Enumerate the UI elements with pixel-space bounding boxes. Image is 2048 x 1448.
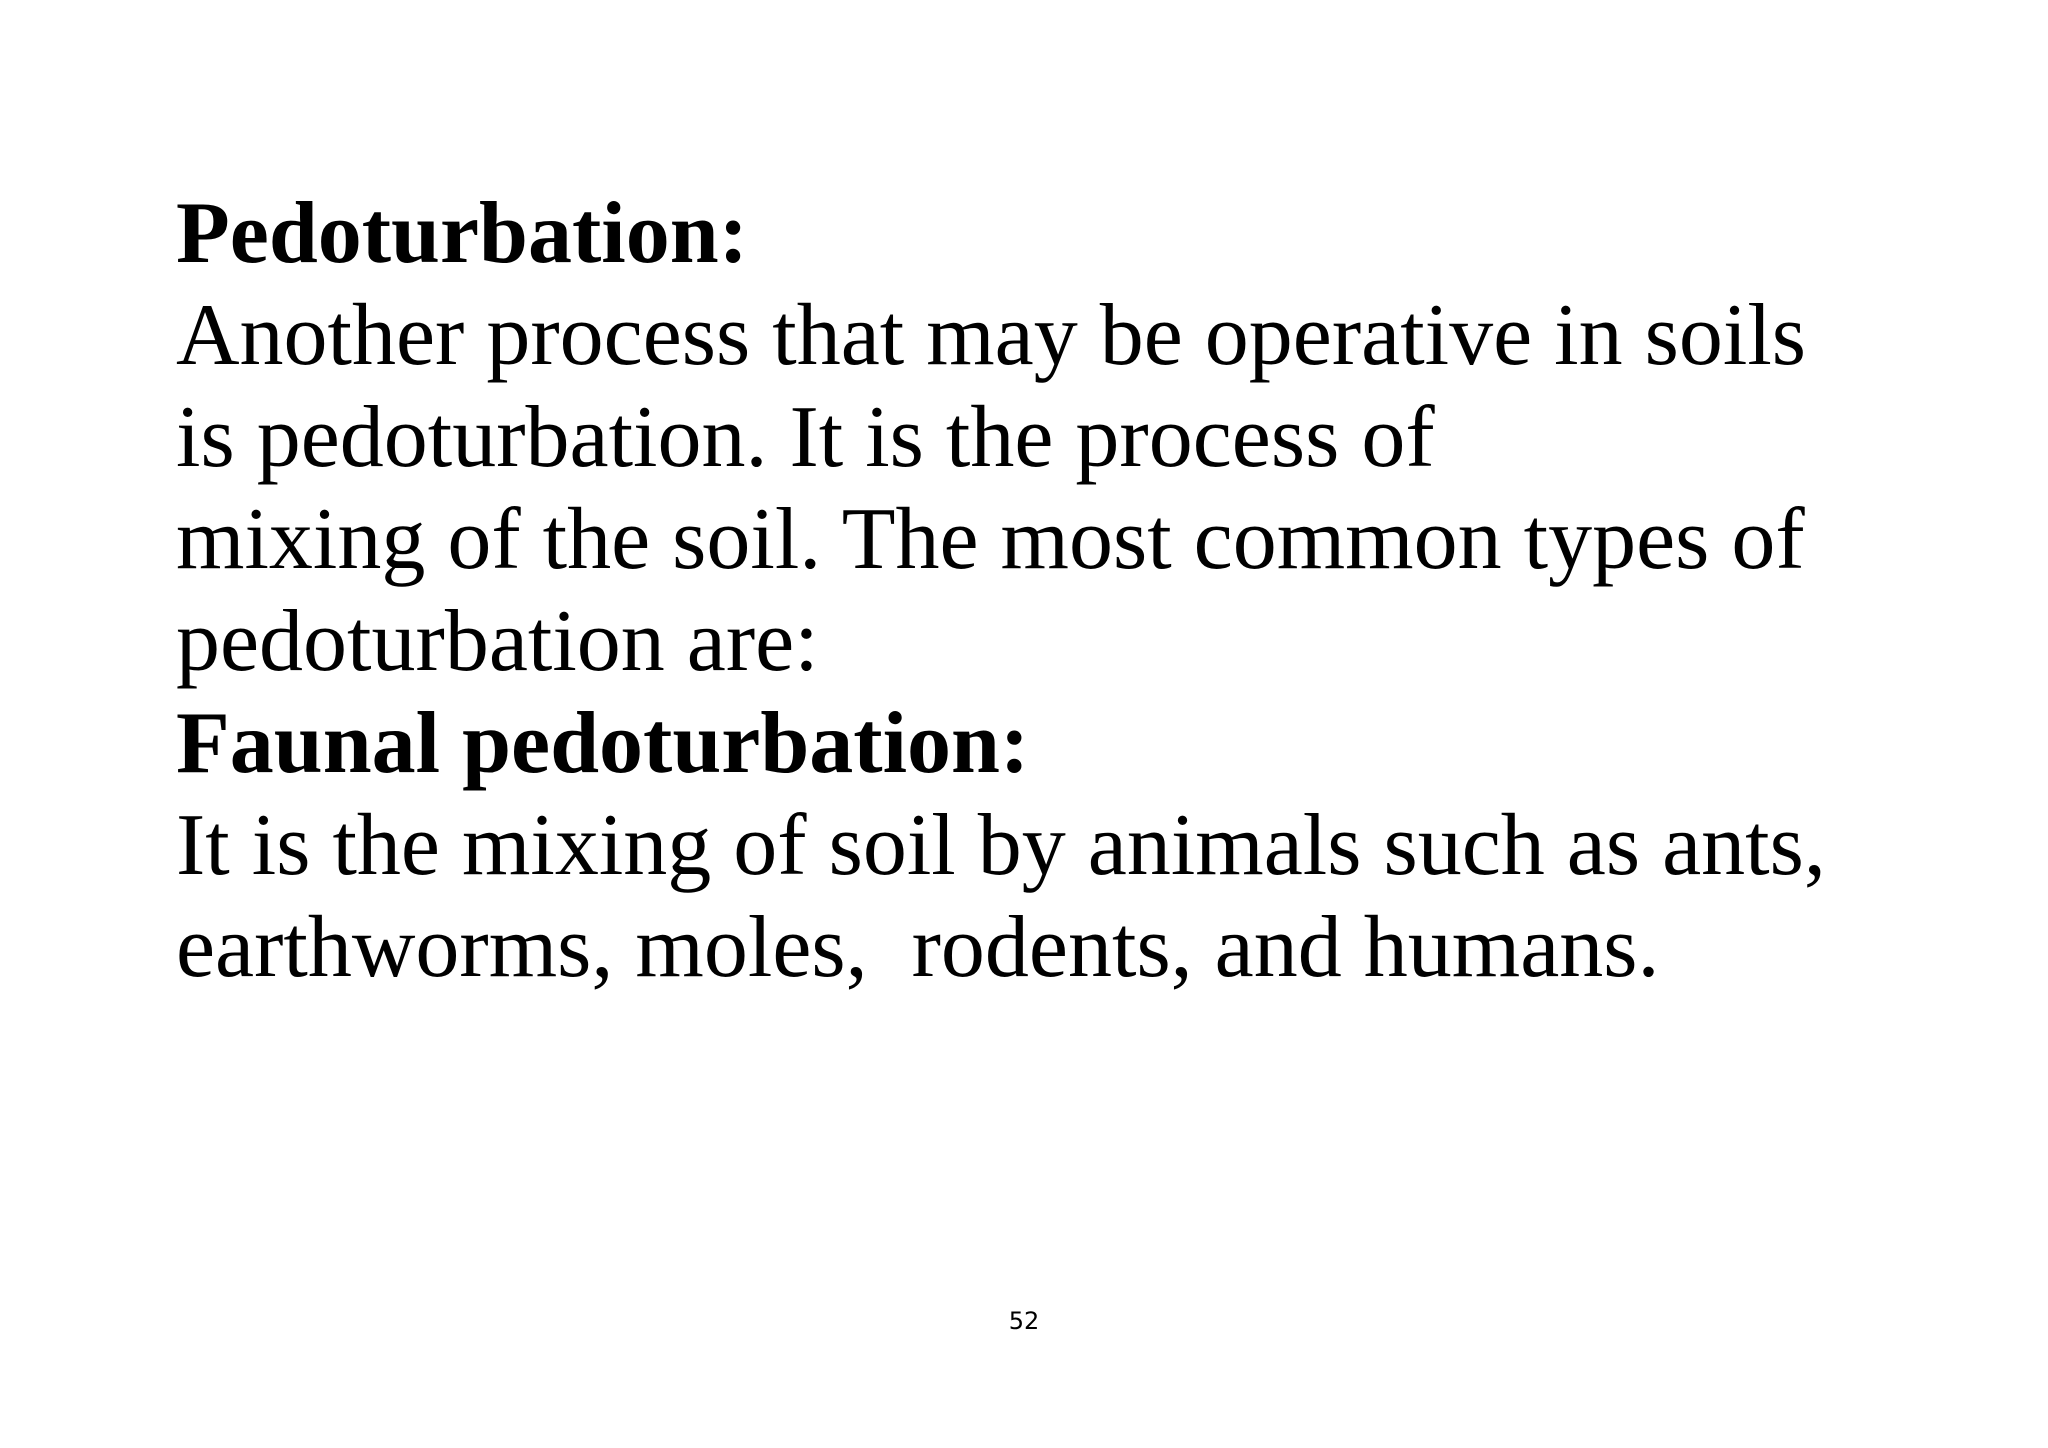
section-heading-faunal-pedoturbation: Faunal pedoturbation:	[176, 695, 1030, 792]
body-line: pedoturbation are:	[176, 593, 819, 690]
page-content	[176, 183, 1996, 999]
body-line: is pedoturbation. It is the process of	[176, 389, 1435, 486]
body-line: mixing of the soil. The most common types of	[176, 491, 1805, 588]
body-line: Another process that may be operative in soils	[176, 287, 1807, 384]
page-number: 52	[1008, 1307, 1040, 1335]
body-line: It is the mixing of soil by animals such as ants,	[176, 797, 1826, 894]
body-line: earthworms, moles, rodents, and humans.	[176, 899, 1660, 996]
section-heading-pedoturbation: Pedoturbation:	[176, 185, 748, 282]
